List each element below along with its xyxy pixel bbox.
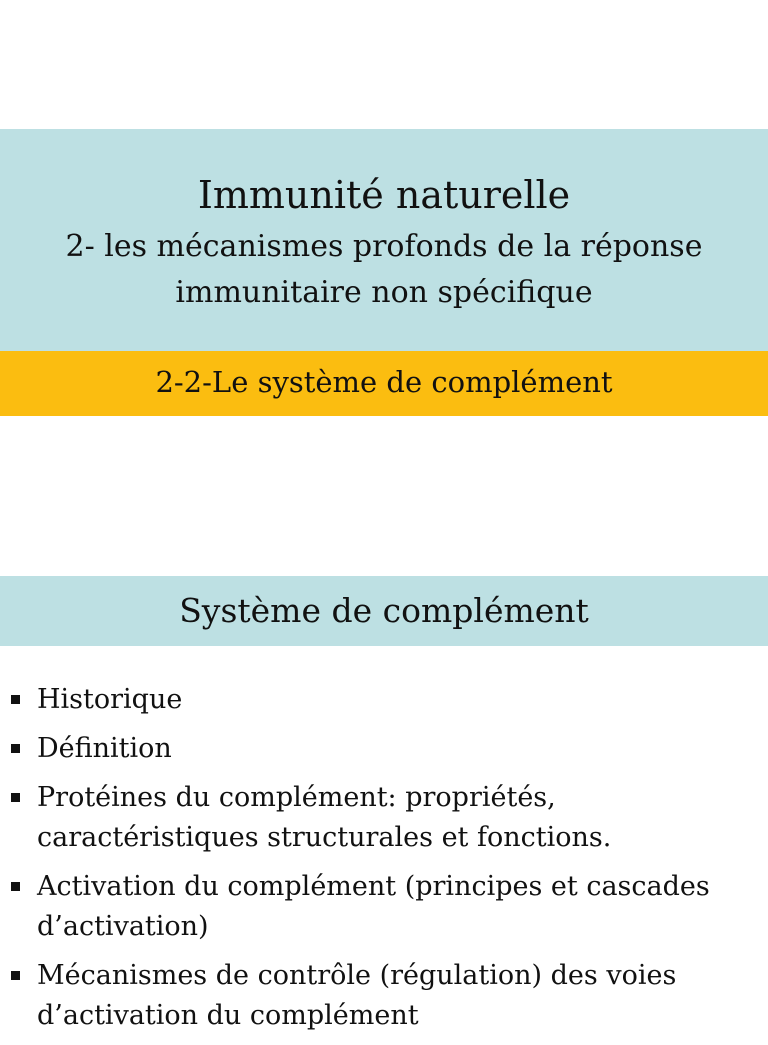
outline-list	[0, 680, 768, 1045]
outline-item-text: Protéines du complément: propriétés, caractéristiques structurales et fonctions.	[37, 782, 612, 853]
square-bullet-icon	[11, 695, 20, 704]
slide1-title: Immunité naturelle	[197, 173, 571, 217]
square-bullet-icon	[11, 882, 20, 891]
slide1-section-heading: 2-2-Le système de complément	[155, 365, 613, 399]
outline-item-text: Mécanismes de contrôle (régulation) des voies d’activation du complément	[37, 960, 677, 1031]
square-bullet-icon	[11, 744, 20, 753]
outline-item-text: Activation du complément (principes et cascades d’activation)	[37, 871, 710, 942]
outline-item-activation	[0, 867, 768, 947]
slide1-subtitle: 2- les mécanismes profonds de la réponse immunitaire non spécifique	[65, 229, 703, 310]
square-bullet-icon	[11, 971, 20, 980]
outline-item-definition	[0, 729, 768, 769]
outline-item-text: Définition	[37, 733, 172, 764]
outline-item-controle	[0, 956, 768, 1036]
outline-item-proteines	[0, 778, 768, 858]
slide2-title: Système de complément	[179, 591, 589, 630]
square-bullet-icon	[11, 793, 20, 802]
outline-item-historique	[0, 680, 768, 720]
outline-item-text: Historique	[37, 684, 183, 715]
